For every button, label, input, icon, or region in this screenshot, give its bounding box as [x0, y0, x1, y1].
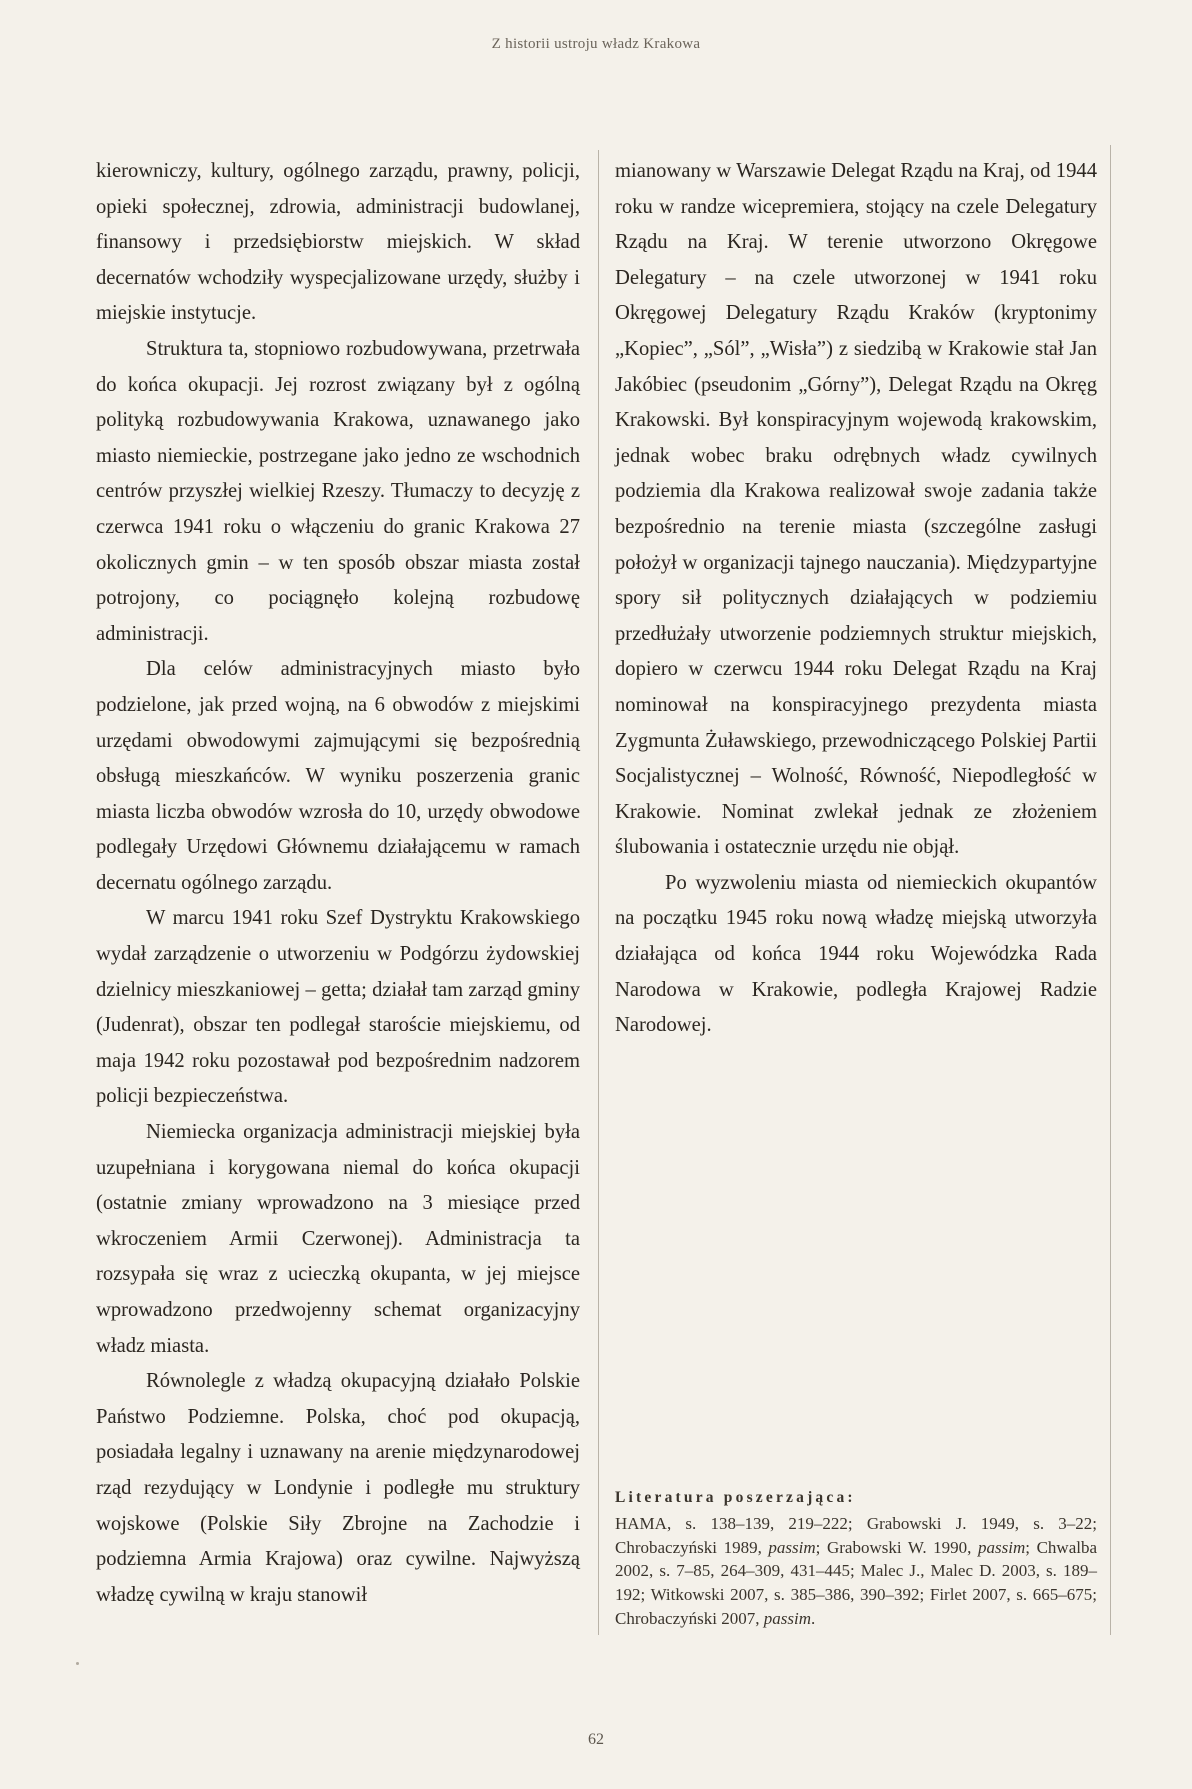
further-reading-heading: Literatura poszerzająca:	[615, 1489, 856, 1506]
margin-mark	[76, 1662, 79, 1665]
right-margin-rule	[1110, 145, 1111, 1635]
right-text-column	[615, 154, 1097, 1044]
column-divider	[598, 150, 599, 1635]
further-reading-text: HAMA, s. 138–139, 219–222; Grabowski J. 1949, s. 3–22; Chrobaczyński 1989, passim; Grabowski W. 1990, passim; Chwalba 2002, s. 7–85, 264–309, 431–445; Malec J., Malec D. 2003, s. 189–192; Witkowski 2007, s. 385–386, 390–392; Firlet 2007, s. 665–675; Chrobaczyński 2007, passim.	[615, 1513, 1098, 1628]
paragraph: Struktura ta, stopniowo rozbudowywana, przetrwała do końca okupacji. Jej rozrost związany był z ogólną polityką rozbudowywania Krakowa, uznawanego jako miasto niemieckie, postrzegane jako jedno ze wschodnich centrów przyszłej wielkiej Rzeszy. Tłumaczy to decyzję z czerwca 1941 roku o włączeniu do granic Krakowa 27 okolicznych gmin – w ten sposób obszar miasta został potrojony, co pociągnęło kolejną rozbudowę administracji.	[96, 337, 580, 645]
paragraph: W marcu 1941 roku Szef Dystryktu Krakowskiego wydał zarządzenie o utworzeniu w Podgórzu żydowskiej dzielnicy mieszkaniowej – getta; działał tam zarząd gminy (Judenrat), obszar ten podlegał staroście miejskiemu, od maja 1942 roku pozostawał pod bezpośrednim nadzorem policji bezpieczeństwa.	[96, 907, 580, 1108]
paragraph: Niemiecka organizacja administracji miejskiej była uzupełniana i korygowana niemal do końca okupacji (ostatnie zmiany wprowadzono na 3 miesiące przed wkroczeniem Armii Czerwonej). Administracja ta rozsypała się wraz z ucieczką okupanta, w jej miejsce wprowadzono przedwojenny schemat organizacyjny władz miasta.	[96, 1121, 580, 1357]
paragraph: Dla celów administracyjnych miasto było podzielone, jak przed wojną, na 6 obwodów z miejskimi urzędami obwodowymi zajmującymi się bezpośrednią obsługą mieszkańców. W wyniku poszerzenia granic miasta liczba obwodów wzrosła do 10, urzędy obwodowe podlegały Urzędowi Głównemu działającemu w ramach decernatu ogólnego zarządu.	[96, 658, 580, 894]
further-reading	[615, 1486, 1097, 1631]
paragraph: Po wyzwoleniu miasta od niemieckich okupantów na początku 1945 roku nową władzę miejską utworzyła działająca od końca 1944 roku Wojewódzka Rada Narodowa w Krakowie, podległa Krajowej Radzie Narodowej.	[615, 871, 1097, 1037]
paragraph: mianowany w Warszawie Delegat Rządu na Kraj, od 1944 roku w randze wicepremiera, stojący na czele Delegatury Rządu na Kraj. W terenie utworzono Okręgowe Delegatury – na czele utworzonej w 1941 roku Okręgowej Delegatury Rządu Kraków (kryptonimy „Kopiec”, „Sól”, „Wisła”) z siedzibą w Krakowie stał Jan Jakóbiec (pseudonim „Górny”), Delegat Rządu na Okręg Krakowski. Był konspiracyjnym wojewodą krakowskim, jednak wobec braku odrębnych władz cywilnych podziemia dla Krakowa realizował swoje zadania także bezpośrednio na terenie miasta (szczególne zasługi położył w organizacji tajnego nauczania). Międzypartyjne spory sił politycznych działających w podziemiu przedłużały utworzenie podziemnych struktur miejskich, dopiero w czerwcu 1944 roku Delegat Rządu na Kraj nominował na konspiracyjnego prezydenta miasta Zygmunta Żuławskiego, przewodniczącego Polskiej Partii Socjalistycznej – Wolność, Równość, Niepodległość w Krakowie. Nominat zwlekał jednak ze złożeniem ślubowania i ostatecznie urzędu nie objął.	[615, 160, 1097, 859]
running-header: Z historii ustroju władz Krakowa	[491, 36, 701, 52]
page-number: 62	[588, 1731, 604, 1748]
left-text-column	[96, 154, 580, 1613]
paragraph: kierowniczy, kultury, ogólnego zarządu, prawny, policji, opieki społecznej, zdrowia, administracji budowlanej, finansowy i przedsiębiorstw miejskich. W skład decernatów wchodziły wyspecjalizowane urzędy, służby i miejskie instytucje.	[96, 160, 580, 325]
paragraph: Równolegle z władzą okupacyjną działało Polskie Państwo Podziemne. Polska, choć pod okupacją, posiadała legalny i uznawany na arenie międzynarodowej rząd rezydujący w Londynie i podległe mu struktury wojskowe (Polskie Siły Zbrojne na Zachodzie i podziemna Armia Krajowa) oraz cywilne. Najwyższą władzę cywilną w kraju stanowił	[96, 1370, 580, 1606]
